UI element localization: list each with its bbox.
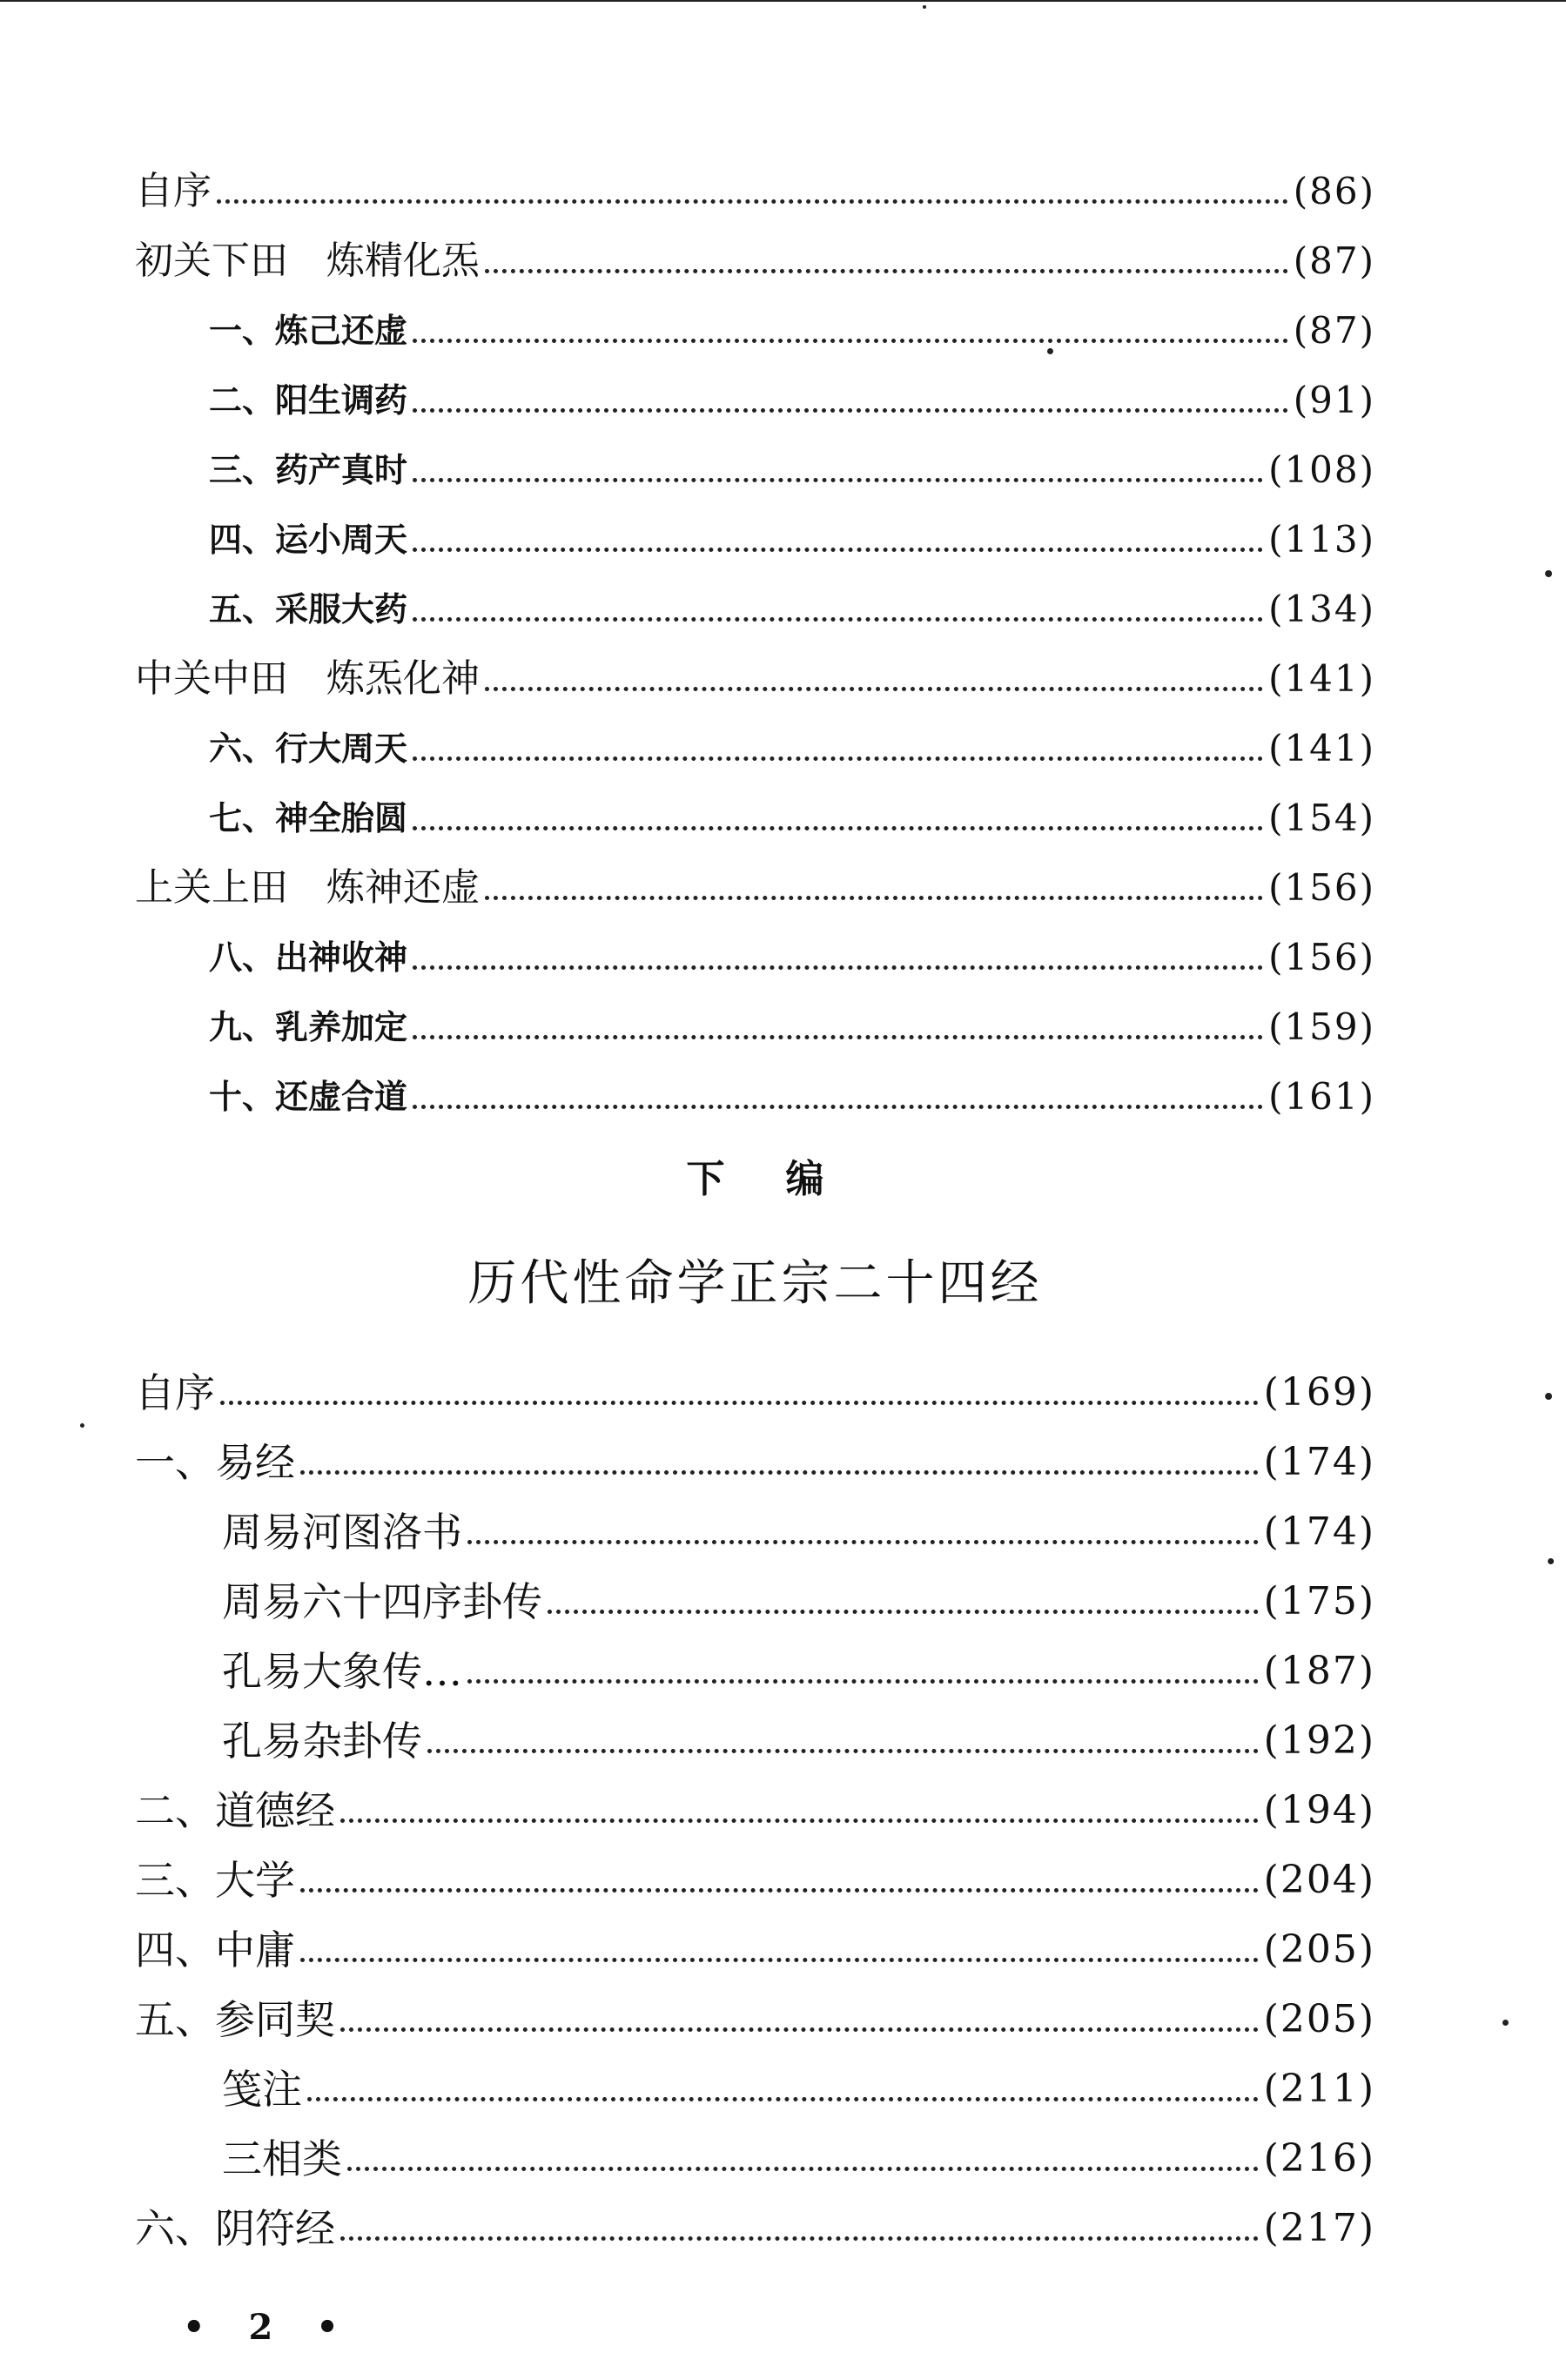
toc-entry-title: 二、阳生调药	[209, 380, 408, 420]
toc-entry-title: 周易六十四序卦传	[222, 1578, 542, 1625]
toc-entry-title: 三、大学	[135, 1857, 295, 1904]
toc-entry-page: (204)	[1263, 1858, 1375, 1902]
toc-entry	[135, 505, 1375, 575]
toc-entry	[135, 366, 1375, 435]
dot-leader	[300, 1470, 1259, 1475]
toc-entry-title: 三相类	[222, 2135, 342, 2182]
toc-page	[135, 157, 1375, 2263]
toc-entry	[135, 1637, 1375, 1706]
scan-speck	[1502, 2020, 1509, 2026]
dot-leader	[217, 199, 1288, 204]
toc-entry-page: (141)	[1268, 657, 1375, 700]
toc-entry-title: 自序	[135, 1369, 215, 1416]
dot-leader	[220, 1401, 1259, 1405]
toc-entry-page: (194)	[1263, 1788, 1375, 1832]
toc-entry	[135, 1776, 1375, 1846]
toc-entry	[135, 435, 1375, 505]
scan-speck	[1047, 348, 1053, 354]
toc-entry-title: 周易河图洛书	[222, 1509, 462, 1556]
toc-entry	[135, 1985, 1375, 2054]
toc-entry	[135, 296, 1375, 366]
toc-entry-title: 七、神全胎圆	[209, 798, 408, 837]
dot-leader	[413, 408, 1288, 413]
dot-leader	[413, 617, 1263, 622]
toc-entry-title: 孔易大象传…	[222, 1648, 462, 1695]
scan-speck	[1548, 1558, 1554, 1564]
dot-leader	[413, 1035, 1263, 1039]
toc-entry-page: (156)	[1268, 866, 1375, 909]
dot-leader	[427, 1749, 1259, 1753]
dot-leader	[467, 1679, 1259, 1684]
dot-leader	[413, 1105, 1263, 1109]
dot-leader	[485, 269, 1288, 273]
toc-entry-title: 初关下田 炼精化炁	[135, 239, 480, 283]
scan-speck	[1545, 570, 1552, 577]
toc-entry-title: 九、乳养加定	[209, 1007, 408, 1046]
toc-entry	[135, 575, 1375, 644]
upper-toc	[135, 157, 1375, 1132]
toc-entry-page: (86)	[1293, 170, 1375, 212]
part-heading: 下编	[686, 1157, 885, 1201]
toc-entry-title: 孔易杂卦传	[222, 1718, 422, 1765]
book-title: 历代性命学正宗二十四经	[467, 1255, 1043, 1312]
toc-entry-page: (205)	[1263, 1927, 1375, 1972]
dot-leader	[347, 2167, 1259, 2171]
toc-entry	[135, 992, 1375, 1062]
toc-entry-title: 上关上田 炼神还虚	[135, 865, 480, 910]
toc-entry-page: (174)	[1263, 1509, 1375, 1554]
toc-entry-page: (205)	[1263, 1997, 1375, 2041]
toc-entry-title: 四、中庸	[135, 1926, 295, 1973]
toc-entry-page: (91)	[1293, 379, 1375, 421]
toc-entry-title: 五、参同契	[135, 1996, 335, 2043]
toc-entry	[135, 1567, 1375, 1637]
scan-speck	[923, 5, 926, 9]
dot-leader	[413, 826, 1263, 830]
dot-leader	[300, 1888, 1259, 1893]
toc-entry-title: 笺注	[222, 2066, 302, 2113]
toc-entry	[135, 644, 1375, 714]
dot-leader	[467, 1540, 1259, 1544]
toc-entry-title: 六、阴符经	[135, 2205, 335, 2252]
toc-entry-page: (108)	[1268, 448, 1375, 491]
toc-entry	[135, 783, 1375, 853]
toc-entry-page: (154)	[1268, 797, 1375, 839]
toc-entry-title: 六、行大周天	[209, 729, 408, 768]
toc-entry	[135, 1358, 1375, 1428]
dot-leader	[340, 2027, 1259, 2032]
dot-leader	[548, 1610, 1259, 1614]
dot-leader	[413, 965, 1263, 970]
toc-entry-page: (87)	[1293, 239, 1375, 282]
toc-entry-page: (134)	[1268, 588, 1375, 630]
toc-entry-title: 中关中田 炼炁化神	[135, 656, 480, 701]
toc-entry-page: (87)	[1293, 309, 1375, 352]
toc-entry-title: 五、采服大药	[209, 589, 408, 629]
dot-leader	[413, 548, 1263, 552]
toc-entry	[135, 1062, 1375, 1132]
toc-entry-title: 自序	[135, 169, 212, 213]
toc-entry	[135, 1846, 1375, 1915]
toc-entry-page: (217)	[1263, 2206, 1375, 2250]
toc-entry	[135, 2124, 1375, 2194]
toc-entry	[135, 226, 1375, 296]
toc-entry-page: (187)	[1263, 1649, 1375, 1693]
dot-leader	[340, 2236, 1259, 2241]
dot-leader	[413, 756, 1263, 761]
toc-entry-title: 二、道德经	[135, 1787, 335, 1834]
toc-entry-title: 十、还虚合道	[209, 1077, 408, 1116]
scan-speck	[1545, 1393, 1552, 1400]
dot-leader	[340, 1819, 1259, 1823]
toc-entry	[135, 1428, 1375, 1497]
toc-entry-page: (161)	[1268, 1075, 1375, 1118]
toc-entry-page: (169)	[1263, 1370, 1375, 1415]
toc-entry-page: (156)	[1268, 936, 1375, 978]
toc-entry-title: 一、易经	[135, 1439, 295, 1486]
toc-entry-title: 三、药产真时	[209, 450, 408, 489]
toc-entry	[135, 1915, 1375, 1985]
toc-entry-page: (211)	[1263, 2067, 1375, 2111]
dot-leader	[413, 478, 1263, 482]
toc-entry-page: (175)	[1263, 1579, 1375, 1624]
toc-entry-page: (192)	[1263, 1718, 1375, 1763]
toc-entry	[135, 714, 1375, 783]
page-number: • 2 •	[183, 2307, 354, 2348]
dot-leader	[413, 339, 1288, 343]
toc-entry-page: (141)	[1268, 727, 1375, 770]
toc-entry-page: (174)	[1263, 1440, 1375, 1484]
toc-entry	[135, 157, 1375, 226]
dot-leader	[307, 2097, 1259, 2101]
page-top-border	[0, 0, 1566, 2]
toc-entry-page: (113)	[1268, 518, 1375, 561]
toc-entry-page: (216)	[1263, 2136, 1375, 2181]
dot-leader	[485, 896, 1263, 900]
scan-speck	[80, 1423, 84, 1428]
toc-entry	[135, 853, 1375, 923]
dot-leader	[300, 1958, 1259, 1962]
toc-entry-page: (159)	[1268, 1005, 1375, 1048]
toc-entry	[135, 2054, 1375, 2124]
dot-leader	[485, 687, 1263, 691]
toc-entry	[135, 2194, 1375, 2263]
toc-entry	[135, 1706, 1375, 1776]
toc-entry-title: 八、出神收神	[209, 938, 408, 977]
toc-entry	[135, 1497, 1375, 1567]
toc-entry	[135, 923, 1375, 992]
lower-toc	[135, 1358, 1375, 2263]
toc-entry-title: 一、炼己还虚	[209, 311, 408, 350]
toc-entry-title: 四、运小周天	[209, 520, 408, 559]
